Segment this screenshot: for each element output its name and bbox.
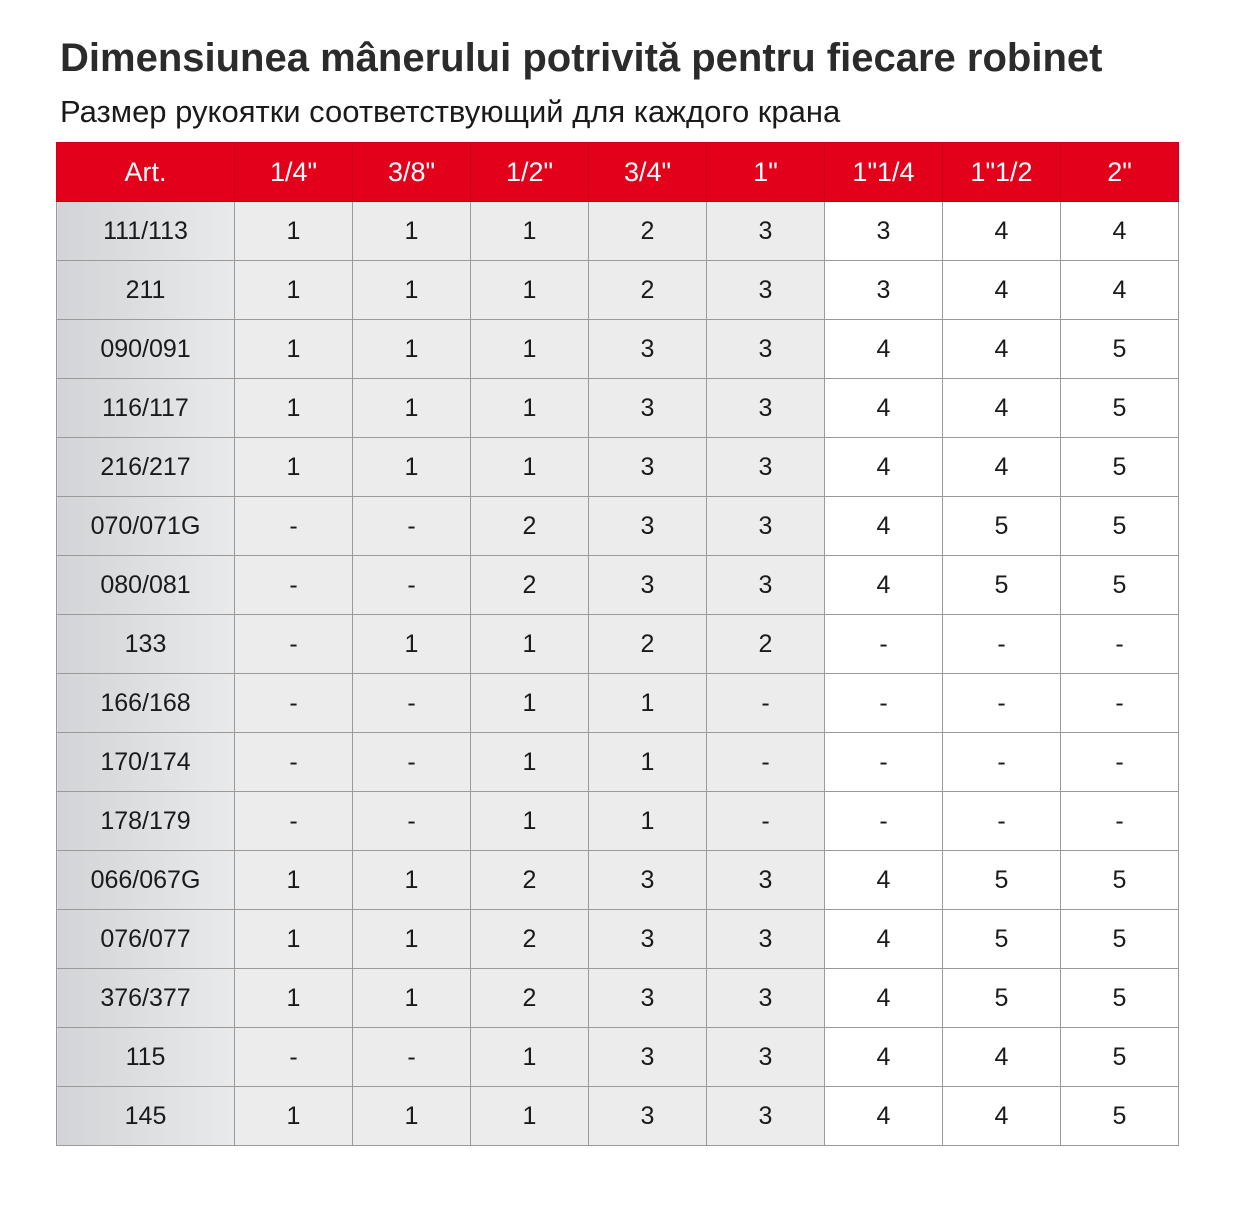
size-cell: 1 [471,320,589,379]
size-cell: 2 [471,497,589,556]
page-title: Dimensiunea mânerului potrivită pentru fiecare robinet [60,36,1103,80]
size-cell: - [825,674,943,733]
size-cell: 4 [825,379,943,438]
article-cell: 080/081 [57,556,235,615]
size-cell: 1 [353,261,471,320]
size-cell: 3 [707,438,825,497]
table-row [57,202,1179,261]
size-cell: 3 [707,497,825,556]
size-cell: 3 [707,910,825,969]
size-cell: 1 [471,438,589,497]
size-cell: 5 [1061,379,1179,438]
size-cell: 1 [353,438,471,497]
size-cell: 4 [943,320,1061,379]
size-cell: 2 [589,615,707,674]
size-cell: - [235,615,353,674]
size-cell: - [943,792,1061,851]
table-row [57,792,1179,851]
size-cell: 4 [825,320,943,379]
article-cell: 116/117 [57,379,235,438]
size-cell: - [707,733,825,792]
size-cell: 1 [235,202,353,261]
size-cell: 1 [353,615,471,674]
size-cell: 4 [943,1087,1061,1146]
size-cell: 3 [707,379,825,438]
article-cell: 076/077 [57,910,235,969]
size-cell: 1 [471,202,589,261]
size-cell: 5 [1061,851,1179,910]
size-cell: 1 [471,379,589,438]
table-row [57,320,1179,379]
size-cell: - [353,733,471,792]
size-cell: 4 [825,1028,943,1087]
header-cell-size: 1/4" [235,143,353,202]
size-cell: 5 [1061,438,1179,497]
size-cell: 3 [707,320,825,379]
size-cell: - [707,792,825,851]
size-cell: 4 [825,497,943,556]
size-cell: 1 [353,910,471,969]
page-subtitle: Размер рукоятки соответствующий для каждого крана [60,94,841,129]
size-cell: - [825,792,943,851]
table-row [57,1028,1179,1087]
header-cell-size: 3/8" [353,143,471,202]
table-body [57,202,1179,1146]
article-cell: 070/071G [57,497,235,556]
header-cell-size: 1"1/4 [825,143,943,202]
size-cell: - [943,615,1061,674]
size-cell: - [235,1028,353,1087]
size-cell: - [353,556,471,615]
size-cell: 2 [707,615,825,674]
size-cell: 3 [589,910,707,969]
size-cell: - [235,733,353,792]
size-cell: 2 [471,910,589,969]
size-cell: 5 [943,497,1061,556]
size-cell: 4 [943,261,1061,320]
size-cell: 4 [825,851,943,910]
table-row [57,733,1179,792]
size-cell: 5 [1061,320,1179,379]
size-cell: 1 [471,615,589,674]
size-cell: 5 [1061,910,1179,969]
size-cell: - [235,792,353,851]
size-cell: 4 [825,1087,943,1146]
size-cell: - [1061,615,1179,674]
size-cell: 3 [589,438,707,497]
size-cell: 1 [235,261,353,320]
table-row [57,556,1179,615]
size-cell: 3 [707,556,825,615]
size-cell: 3 [589,556,707,615]
table-header-row [57,143,1179,202]
article-cell: 216/217 [57,438,235,497]
size-cell: 3 [589,320,707,379]
header-cell-size: 1"1/2 [943,143,1061,202]
size-cell: 3 [707,202,825,261]
table-row [57,969,1179,1028]
table-row [57,851,1179,910]
article-cell: 166/168 [57,674,235,733]
article-cell: 133 [57,615,235,674]
size-cell: 4 [825,438,943,497]
size-cell: 2 [471,556,589,615]
size-cell: 1 [235,851,353,910]
size-cell: 5 [943,556,1061,615]
size-cell: 4 [943,1028,1061,1087]
size-cell: - [353,674,471,733]
size-cell: 2 [589,261,707,320]
size-cell: - [353,792,471,851]
size-cell: 1 [235,379,353,438]
article-cell: 111/113 [57,202,235,261]
size-cell: 1 [353,202,471,261]
table-row [57,615,1179,674]
size-cell: 1 [353,969,471,1028]
size-cell: 3 [589,1087,707,1146]
size-cell: 4 [825,969,943,1028]
size-cell: 1 [353,851,471,910]
size-cell: 5 [1061,1087,1179,1146]
size-cell: 1 [235,438,353,497]
size-cell: 3 [589,497,707,556]
header-cell-size: 1" [707,143,825,202]
size-cell: - [1061,674,1179,733]
size-cell: 4 [825,556,943,615]
size-cell: 4 [825,910,943,969]
size-cell: 1 [471,733,589,792]
size-cell: 1 [235,320,353,379]
size-cell: 5 [1061,556,1179,615]
header-cell-art: Art. [57,143,235,202]
size-cell: 5 [943,910,1061,969]
size-cell: 3 [707,851,825,910]
article-cell: 145 [57,1087,235,1146]
size-cell: 1 [353,1087,471,1146]
size-cell: 1 [589,733,707,792]
size-cell: 2 [471,969,589,1028]
size-cell: - [943,733,1061,792]
size-cell: - [235,674,353,733]
size-cell: 3 [589,379,707,438]
header-cell-size: 1/2" [471,143,589,202]
table-row [57,438,1179,497]
size-cell: 1 [471,674,589,733]
size-cell: 5 [943,969,1061,1028]
size-cell: 1 [235,1087,353,1146]
size-cell: - [825,733,943,792]
size-cell: 1 [471,1087,589,1146]
size-cell: 4 [943,202,1061,261]
article-cell: 211 [57,261,235,320]
size-cell: - [235,497,353,556]
table-row [57,1087,1179,1146]
size-cell: 3 [707,1087,825,1146]
size-cell: 2 [471,851,589,910]
size-cell: 3 [707,261,825,320]
size-cell: 1 [589,674,707,733]
size-cell: 5 [943,851,1061,910]
size-cell: 4 [943,379,1061,438]
size-cell: - [707,674,825,733]
size-cell: 3 [825,261,943,320]
table-row [57,379,1179,438]
table-row [57,261,1179,320]
size-cell: 1 [353,320,471,379]
size-cell: - [943,674,1061,733]
size-cell: 2 [589,202,707,261]
table-row [57,674,1179,733]
size-cell: 4 [1061,261,1179,320]
size-cell: 1 [471,1028,589,1087]
size-cell: 3 [589,969,707,1028]
size-cell: 1 [471,792,589,851]
size-cell: 3 [589,851,707,910]
header-cell-size: 2" [1061,143,1179,202]
size-cell: 4 [1061,202,1179,261]
size-cell: 1 [235,969,353,1028]
size-cell: 5 [1061,1028,1179,1087]
header-cell-size: 3/4" [589,143,707,202]
size-cell: 5 [1061,497,1179,556]
article-cell: 090/091 [57,320,235,379]
size-cell: 3 [707,1028,825,1087]
article-cell: 178/179 [57,792,235,851]
size-cell: 1 [235,910,353,969]
size-cell: 1 [589,792,707,851]
size-cell: 5 [1061,969,1179,1028]
handle-size-table [56,142,1179,1146]
size-cell: - [235,556,353,615]
size-cell: 3 [589,1028,707,1087]
size-cell: - [353,497,471,556]
article-cell: 115 [57,1028,235,1087]
size-cell: - [1061,792,1179,851]
size-cell: - [353,1028,471,1087]
size-cell: 1 [471,261,589,320]
article-cell: 376/377 [57,969,235,1028]
table-row [57,910,1179,969]
size-cell: - [825,615,943,674]
article-cell: 170/174 [57,733,235,792]
table-row [57,497,1179,556]
size-cell: 4 [943,438,1061,497]
size-cell: - [1061,733,1179,792]
article-cell: 066/067G [57,851,235,910]
size-cell: 3 [825,202,943,261]
size-cell: 3 [707,969,825,1028]
size-cell: 1 [353,379,471,438]
